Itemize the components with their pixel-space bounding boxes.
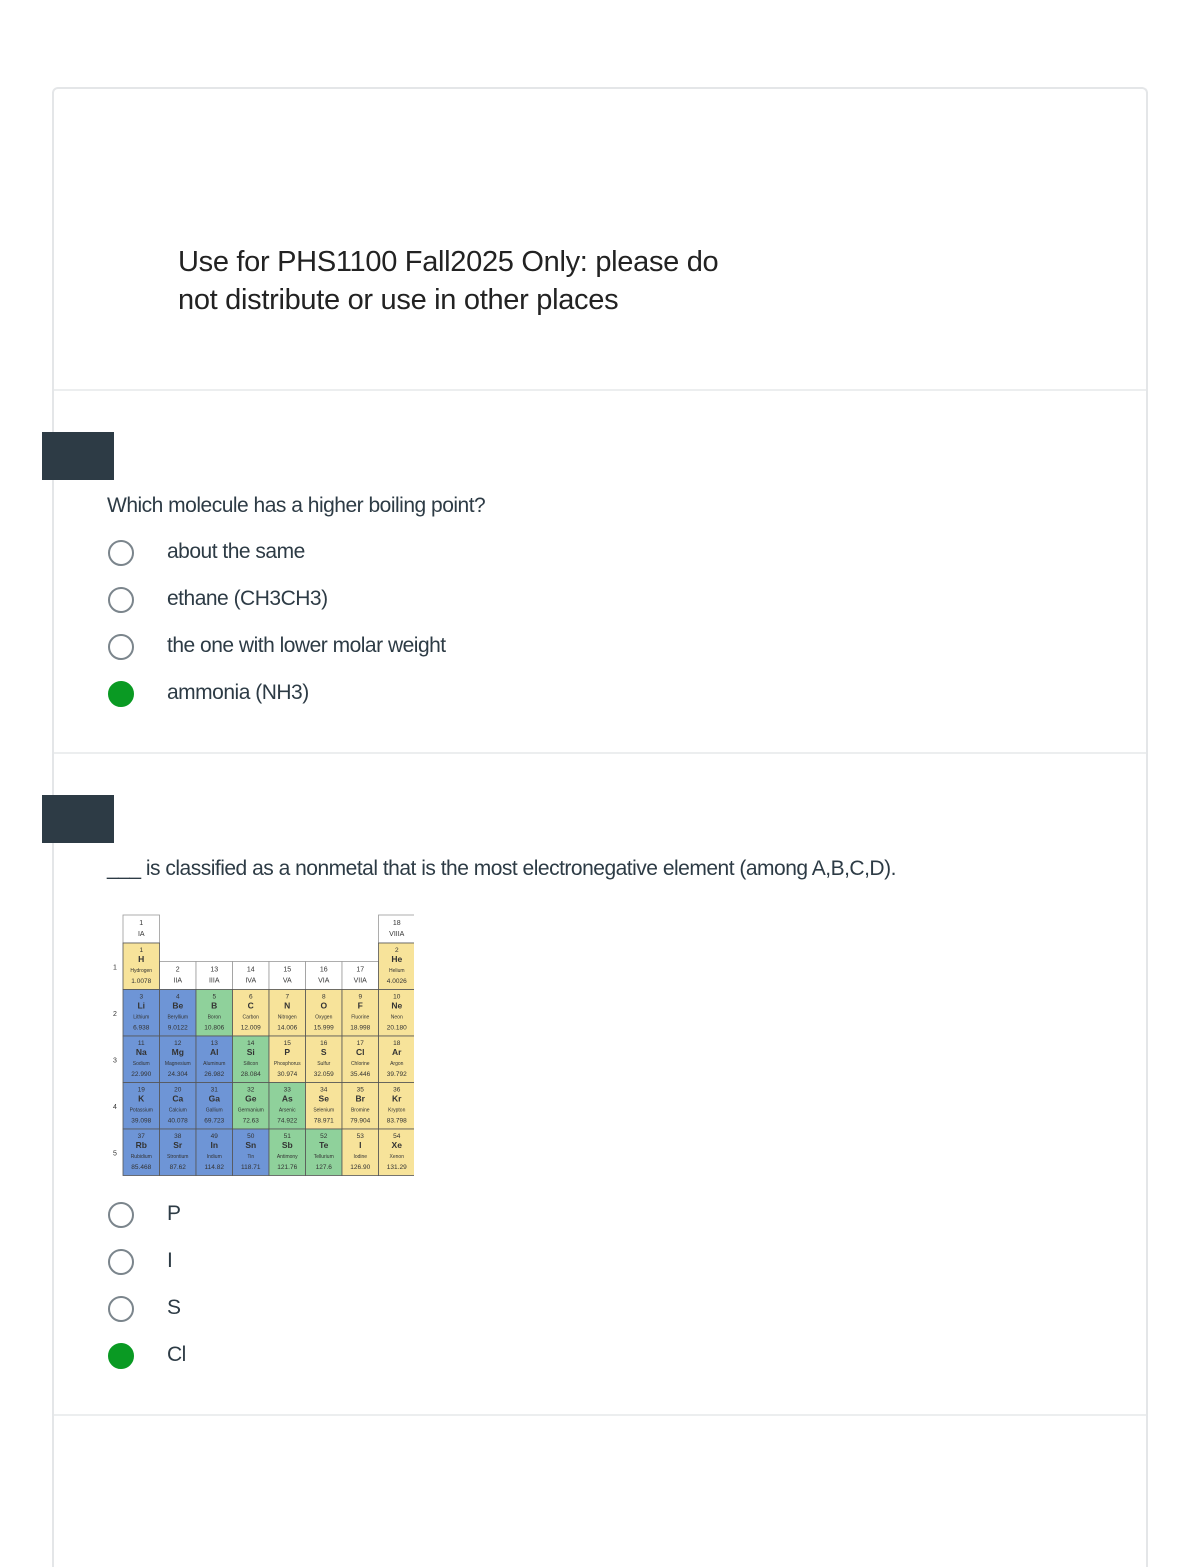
- element-symbol: C: [247, 1000, 254, 1011]
- answer-option[interactable]: [108, 1293, 181, 1325]
- radio-button[interactable]: [108, 540, 134, 566]
- element-name: Beryllium: [167, 1014, 189, 1021]
- atomic-number: 8: [321, 993, 326, 1001]
- element-name: Arsenic: [278, 1107, 296, 1114]
- atomic-mass: 4.0026: [386, 978, 407, 985]
- element-cell-Sn: [233, 1129, 270, 1176]
- element-symbol: Xe: [391, 1140, 402, 1150]
- atomic-mass: 18.998: [350, 1024, 371, 1032]
- atomic-number: 7: [285, 993, 290, 1001]
- element-cell-S: [306, 1036, 343, 1083]
- element-name: Germanium: [237, 1107, 264, 1114]
- atomic-number: 17: [356, 1040, 364, 1047]
- element-name: Phosphorus: [273, 1061, 301, 1067]
- element-symbol: Sb: [281, 1140, 293, 1150]
- atomic-mass: 12.009: [240, 1024, 261, 1032]
- section-divider: [54, 389, 1146, 391]
- element-symbol: Si: [246, 1047, 255, 1057]
- atomic-number: 19: [137, 1086, 145, 1094]
- element-symbol: Ge: [245, 1093, 257, 1104]
- atomic-mass: 28.084: [240, 1071, 261, 1078]
- atomic-number: 3: [139, 993, 144, 1001]
- answer-option-selected[interactable]: [108, 678, 309, 710]
- atomic-number: 37: [137, 1133, 145, 1140]
- element-name: Neon: [390, 1014, 403, 1021]
- element-name: Potassium: [129, 1107, 153, 1114]
- element-name: Sodium: [132, 1061, 150, 1067]
- group-header-16: [306, 962, 343, 990]
- atomic-number: 32: [247, 1086, 255, 1094]
- group-name: IA: [137, 931, 145, 938]
- element-symbol: Br: [355, 1093, 365, 1104]
- element-cell-Te: [306, 1129, 343, 1176]
- element-symbol: Ga: [208, 1093, 220, 1104]
- atomic-mass: 78.971: [313, 1117, 334, 1125]
- answer-label: the one with lower molar weight: [167, 634, 446, 657]
- element-symbol: He: [391, 954, 403, 964]
- atomic-number: 6: [248, 993, 253, 1001]
- period-label: 2: [113, 1010, 117, 1018]
- element-symbol: Se: [318, 1093, 329, 1104]
- atomic-mass: 85.468: [131, 1164, 152, 1171]
- notice-line-2: not distribute or use in other places: [178, 284, 619, 316]
- period-label: 1: [113, 964, 117, 972]
- atomic-number: 33: [283, 1086, 291, 1094]
- element-cell-Br: [342, 1083, 379, 1130]
- element-symbol: H: [138, 954, 145, 964]
- atomic-number: 16: [320, 1040, 328, 1047]
- element-cell-I: [342, 1129, 379, 1176]
- element-name: Rubidium: [130, 1154, 152, 1160]
- group-header-2: [160, 962, 197, 990]
- element-cell-Sb: [269, 1129, 306, 1176]
- element-name: Strontium: [167, 1154, 189, 1160]
- atomic-mass: 83.798: [386, 1117, 407, 1125]
- group-header-1: [123, 915, 160, 943]
- atomic-mass: 26.982: [204, 1071, 225, 1078]
- element-symbol: Sr: [173, 1140, 183, 1150]
- periodic-table: [108, 913, 414, 1177]
- element-cell-Be: [160, 990, 197, 1037]
- notice-line-1: Use for PHS1100 Fall2025 Only: please do: [178, 246, 719, 278]
- atomic-number: 36: [393, 1086, 401, 1094]
- atomic-mass: 79.904: [350, 1117, 371, 1125]
- element-cell-Mg: [160, 1036, 197, 1083]
- question-1-text: Which molecule has a higher boiling point?: [107, 494, 486, 517]
- answer-label: about the same: [167, 540, 305, 563]
- periodic-table-image: [108, 913, 414, 1177]
- group-name: IIIA: [208, 977, 220, 985]
- element-name: Hydrogen: [130, 968, 153, 974]
- element-name: Sulfur: [317, 1061, 331, 1067]
- element-symbol: Ar: [392, 1047, 402, 1057]
- element-cell-Rb: [123, 1129, 160, 1176]
- element-cell-Li: [123, 990, 160, 1037]
- radio-button[interactable]: [108, 634, 134, 660]
- atomic-mass: 131.29: [386, 1164, 407, 1171]
- element-name: Magnesium: [164, 1061, 191, 1067]
- atomic-mass: 20.180: [386, 1024, 407, 1032]
- element-cell-Sr: [160, 1129, 197, 1176]
- answer-option[interactable]: [108, 1199, 181, 1231]
- element-name: Fluorine: [351, 1014, 370, 1021]
- element-cell-C: [233, 990, 270, 1037]
- element-symbol: Al: [210, 1047, 219, 1057]
- radio-button[interactable]: [108, 587, 134, 613]
- answer-option[interactable]: [108, 1246, 173, 1278]
- atomic-number: 50: [247, 1133, 255, 1140]
- element-symbol: Na: [135, 1047, 147, 1057]
- element-cell-O: [306, 990, 343, 1037]
- radio-button[interactable]: [108, 1296, 134, 1322]
- atomic-mass: 6.938: [133, 1024, 150, 1032]
- element-name: Tin: [247, 1154, 255, 1160]
- group-number: 1: [139, 920, 144, 927]
- atomic-mass: 1.0078: [131, 978, 152, 985]
- atomic-mass: 118.71: [241, 1164, 261, 1171]
- element-cell-As: [269, 1083, 306, 1130]
- element-name: Oxygen: [315, 1014, 333, 1021]
- atomic-number: 54: [393, 1133, 401, 1140]
- element-name: Silicon: [243, 1061, 259, 1067]
- atomic-number: 5: [212, 993, 217, 1001]
- element-cell-Ga: [196, 1083, 233, 1130]
- element-cell-B: [196, 990, 233, 1037]
- element-name: Antimony: [276, 1154, 298, 1160]
- element-name: Selenium: [313, 1107, 335, 1114]
- element-cell-Ge: [233, 1083, 270, 1130]
- element-symbol: Ne: [391, 1000, 403, 1011]
- answer-label: S: [167, 1296, 181, 1319]
- element-symbol: Cl: [356, 1047, 365, 1057]
- answer-option[interactable]: [108, 584, 328, 616]
- atomic-number: 51: [283, 1133, 291, 1140]
- group-header-13: [196, 962, 233, 990]
- group-number: 14: [246, 966, 255, 974]
- group-name: IIA: [173, 977, 183, 985]
- element-symbol: Te: [319, 1140, 329, 1150]
- element-cell-Si: [233, 1036, 270, 1083]
- element-symbol: K: [138, 1093, 145, 1104]
- element-symbol: Ca: [172, 1093, 184, 1104]
- answer-label: Cl: [167, 1343, 186, 1366]
- element-cell-Al: [196, 1036, 233, 1083]
- element-name: Indium: [206, 1154, 222, 1160]
- element-cell-In: [196, 1129, 233, 1176]
- atomic-mass: 69.723: [204, 1117, 225, 1125]
- atomic-number: 9: [358, 993, 363, 1001]
- atomic-mass: 22.990: [131, 1071, 152, 1078]
- radio-button[interactable]: [108, 1249, 134, 1275]
- element-symbol: Rb: [135, 1140, 147, 1150]
- element-cell-Ca: [160, 1083, 197, 1130]
- element-cell-P: [269, 1036, 306, 1083]
- atomic-mass: 126.90: [350, 1164, 371, 1171]
- atomic-mass: 10.806: [204, 1024, 225, 1032]
- element-cell-Cl: [342, 1036, 379, 1083]
- answer-option-selected[interactable]: [108, 1340, 186, 1372]
- element-name: Chlorine: [350, 1061, 370, 1067]
- atomic-number: 4: [175, 993, 180, 1001]
- group-name: IVA: [245, 977, 257, 985]
- element-symbol: F: [357, 1000, 363, 1011]
- element-name: Lithium: [133, 1014, 150, 1021]
- element-symbol: S: [320, 1047, 327, 1057]
- element-cell-K: [123, 1083, 160, 1130]
- atomic-number: 18: [393, 1040, 401, 1047]
- element-symbol: Kr: [392, 1093, 402, 1104]
- element-name: Helium: [388, 968, 405, 974]
- answer-option[interactable]: [108, 537, 305, 569]
- radio-button[interactable]: [108, 1202, 134, 1228]
- atomic-mass: 35.446: [350, 1071, 371, 1078]
- element-cell-H: [123, 943, 160, 990]
- element-symbol: As: [281, 1093, 293, 1104]
- period-label: 3: [113, 1057, 117, 1065]
- element-cell-N: [269, 990, 306, 1037]
- group-name: VA: [282, 977, 292, 985]
- element-name: Argon: [390, 1061, 404, 1067]
- atomic-mass: 39.792: [386, 1071, 407, 1078]
- group-number: 18: [392, 920, 401, 927]
- atomic-mass: 74.922: [277, 1117, 298, 1125]
- group-name: VIA: [318, 977, 330, 985]
- atomic-number: 12: [174, 1040, 182, 1047]
- element-name: Iodine: [353, 1154, 368, 1160]
- group-number: 17: [356, 966, 365, 974]
- element-name: Nitrogen: [277, 1014, 297, 1021]
- atomic-number: 1: [139, 947, 144, 954]
- element-name: Carbon: [242, 1014, 259, 1021]
- atomic-mass: 72.63: [242, 1117, 259, 1125]
- element-name: Krypton: [388, 1107, 406, 1114]
- group-number: 2: [175, 966, 180, 974]
- question-number-badge: [42, 795, 114, 843]
- element-cell-Ar: [379, 1036, 415, 1083]
- atomic-mass: 127.6: [315, 1164, 332, 1171]
- element-name: Calcium: [168, 1107, 187, 1114]
- atomic-number: 2: [394, 947, 399, 954]
- element-name: Aluminum: [203, 1061, 226, 1067]
- atomic-number: 34: [320, 1086, 328, 1094]
- group-header-14: [233, 962, 270, 990]
- atomic-number: 20: [174, 1086, 182, 1094]
- atomic-mass: 9.0122: [167, 1024, 188, 1032]
- atomic-number: 35: [356, 1086, 364, 1094]
- radio-button-selected[interactable]: [108, 681, 134, 707]
- atomic-mass: 39.098: [131, 1117, 152, 1125]
- atomic-mass: 121.76: [277, 1164, 298, 1171]
- element-name: Xenon: [389, 1154, 404, 1160]
- group-name: VIIIA: [389, 931, 405, 938]
- element-name: Boron: [207, 1014, 221, 1021]
- element-symbol: Mg: [171, 1047, 184, 1057]
- atomic-mass: 114.82: [204, 1164, 224, 1171]
- group-name: VIIA: [353, 977, 367, 985]
- atomic-mass: 87.62: [169, 1164, 186, 1171]
- atomic-number: 13: [210, 1040, 218, 1047]
- element-cell-F: [342, 990, 379, 1037]
- section-divider: [54, 1414, 1146, 1416]
- atomic-number: 10: [393, 993, 401, 1001]
- atomic-mass: 15.999: [313, 1024, 334, 1032]
- element-symbol: B: [211, 1000, 218, 1011]
- answer-label: ammonia (NH3): [167, 681, 309, 704]
- element-cell-Ne: [379, 990, 415, 1037]
- atomic-mass: 30.974: [277, 1071, 298, 1078]
- answer-label: I: [167, 1249, 173, 1272]
- atomic-number: 31: [210, 1086, 218, 1094]
- atomic-number: 38: [174, 1133, 182, 1140]
- element-name: Gallium: [205, 1107, 223, 1114]
- element-symbol: Li: [137, 1000, 146, 1011]
- atomic-number: 11: [137, 1040, 145, 1047]
- atomic-mass: 14.006: [277, 1024, 298, 1032]
- radio-button-selected[interactable]: [108, 1343, 134, 1369]
- group-header-17: [342, 962, 379, 990]
- atomic-number: 15: [283, 1040, 291, 1047]
- atomic-mass: 40.078: [167, 1117, 188, 1125]
- element-cell-Kr: [379, 1083, 415, 1130]
- question-2-text: ___ is classified as a nonmetal that is the most electronegative element (among A,B,C,D).: [107, 857, 896, 880]
- answer-option[interactable]: [108, 631, 446, 663]
- atomic-mass: 32.059: [313, 1071, 334, 1078]
- atomic-mass: 24.304: [167, 1071, 188, 1078]
- answer-label: P: [167, 1202, 181, 1225]
- period-label: 4: [113, 1103, 117, 1111]
- element-symbol: N: [284, 1000, 291, 1011]
- element-cell-Na: [123, 1036, 160, 1083]
- period-label: 5: [113, 1150, 117, 1158]
- group-number: 13: [210, 966, 219, 974]
- element-symbol: Be: [172, 1000, 184, 1011]
- element-symbol: O: [320, 1000, 328, 1011]
- element-symbol: Sn: [245, 1140, 257, 1150]
- element-cell-Xe: [379, 1129, 415, 1176]
- question-number-badge: [42, 432, 114, 480]
- atomic-number: 52: [320, 1133, 328, 1140]
- element-cell-He: [379, 943, 415, 990]
- answer-label: ethane (CH3CH3): [167, 587, 328, 610]
- section-divider: [54, 752, 1146, 754]
- element-symbol: In: [210, 1140, 219, 1150]
- group-header-15: [269, 962, 306, 990]
- element-symbol: I: [359, 1140, 362, 1150]
- atomic-number: 49: [210, 1133, 218, 1140]
- element-cell-Se: [306, 1083, 343, 1130]
- atomic-number: 53: [356, 1133, 364, 1140]
- group-header-18: [379, 915, 415, 943]
- atomic-number: 14: [247, 1040, 255, 1047]
- group-number: 15: [283, 966, 292, 974]
- element-name: Tellurium: [313, 1154, 334, 1160]
- distribution-notice: [178, 243, 818, 319]
- element-name: Bromine: [350, 1107, 370, 1114]
- element-symbol: P: [284, 1047, 291, 1057]
- group-number: 16: [319, 966, 328, 974]
